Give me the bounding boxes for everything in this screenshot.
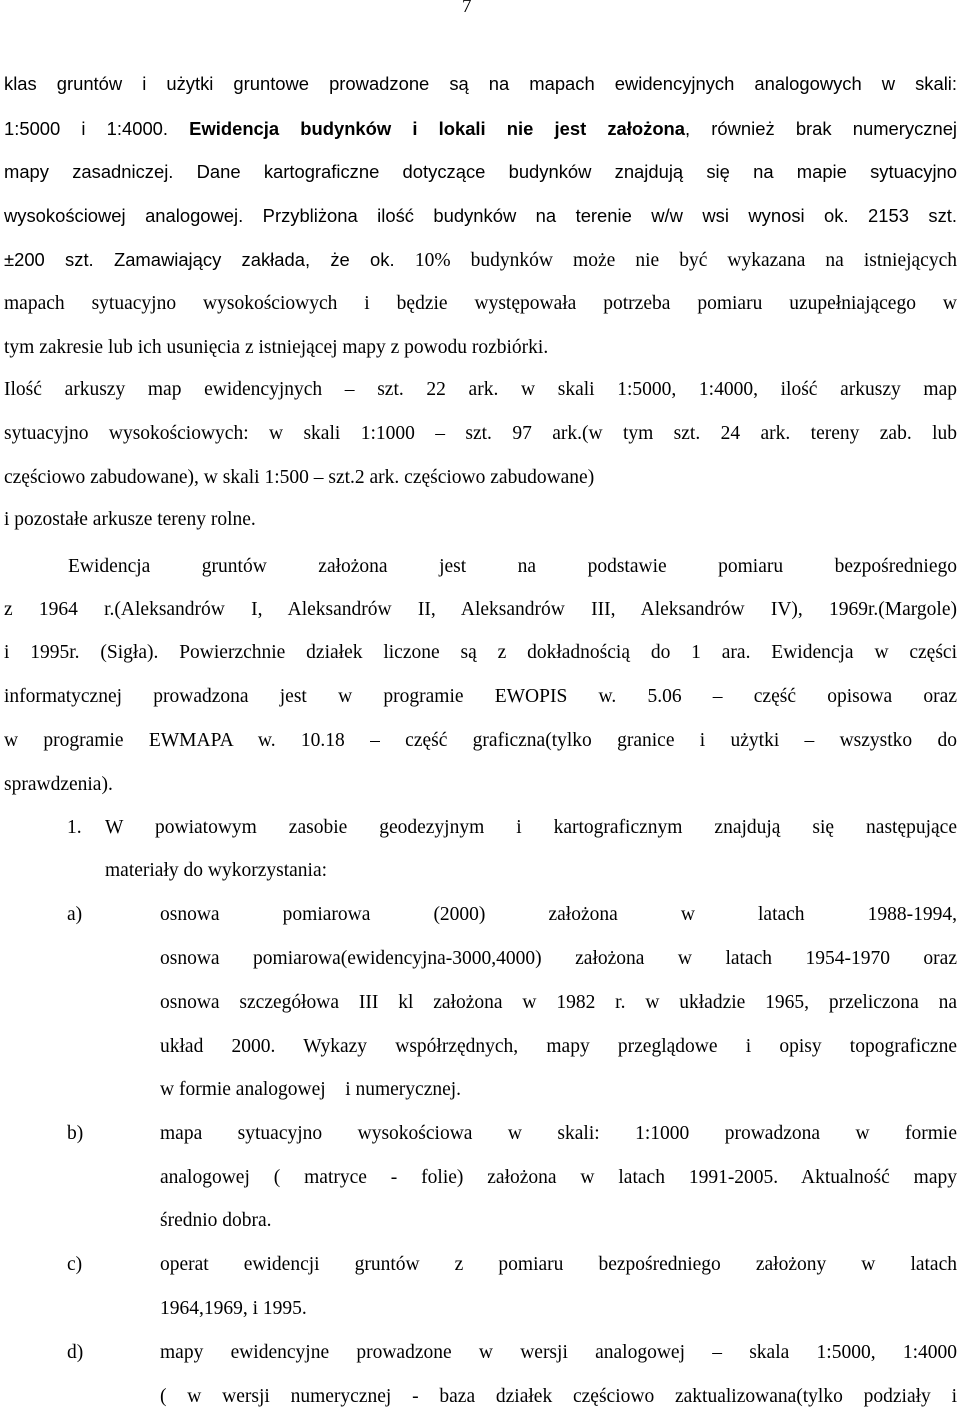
text-line xyxy=(4,378,957,402)
text-span: informatycznej prowadzona jest w programie EWOPIS w. 5.06 – część opisowa oraz xyxy=(4,686,957,707)
text-span: ±200 szt. Zamawiający zakłada, że ok. xyxy=(4,249,415,270)
text-span: , również brak numerycznej xyxy=(685,118,957,139)
text-span: częściowo zabudowane), w skali 1:500 – szt.2 ark. częściowo zabudowane) xyxy=(4,467,595,488)
text-line xyxy=(4,598,957,622)
text-line xyxy=(4,641,957,665)
list-marker: b) xyxy=(67,1123,84,1144)
list-item-line: średnio dobra. xyxy=(160,1210,272,1231)
text-line xyxy=(4,508,256,532)
list-item-line: 1964,1969, i 1995. xyxy=(160,1298,307,1319)
text-span: 10% budynków może nie być wykazana na istniejących xyxy=(414,250,957,271)
bold-text: Ewidencja budynków i lokali nie jest założona xyxy=(189,118,686,139)
page-number: 7 xyxy=(462,0,472,17)
text-span: mapach sytuacyjno wysokościowych i będzie występowała potrzeba pomiaru uzupełniającego w xyxy=(4,293,957,314)
list-item-line: mapa sytuacyjno wysokościowa w skali: 1:1000 prowadzona w formie xyxy=(160,1123,957,1144)
list-item-line: w formie analogowej i numerycznej. xyxy=(160,1079,462,1100)
list-item-line: analogowej ( matryce - folie) założona w latach 1991-2005. Aktualność mapy xyxy=(160,1167,957,1188)
list-marker: a) xyxy=(67,904,83,925)
text-line xyxy=(4,204,957,228)
text-line xyxy=(4,117,957,141)
text-line xyxy=(68,555,957,579)
list-number: 1. xyxy=(67,817,82,838)
text-line xyxy=(4,336,548,360)
list-item-line: ( w wersji numerycznej - baza działek częściowo zaktualizowana(tylko podziały i xyxy=(160,1386,957,1407)
text-line xyxy=(4,729,957,753)
text-span: tym zakresie lub ich usunięcia z istniejącej mapy z powodu rozbiórki. xyxy=(4,337,549,358)
text-line xyxy=(4,248,957,272)
list-item-line: układ 2000. Wykazy współrzędnych, mapy przeglądowe i opisy topograficzne xyxy=(160,1036,957,1057)
text-span: w programie EWMAPA w. 10.18 – część graficzna(tylko granice i użytki – wszystko do xyxy=(4,730,957,751)
text-span: wysokościowej analogowej. Przybliżona ilość budynków na terenie w/w wsi wynosi ok. 2153 szt. xyxy=(4,205,957,226)
text-span: Ewidencja gruntów założona jest na podstawie pomiaru bezpośredniego xyxy=(68,556,957,577)
list-item-line: osnowa szczegółowa III kl założona w 1982 r. w układzie 1965, przeliczona na xyxy=(160,992,957,1013)
text-line xyxy=(4,422,957,446)
text-line xyxy=(4,685,957,709)
text-line xyxy=(4,292,957,316)
text-span: i 1995r. (Sigła). Powierzchnie działek liczone są z dokładnością do 1 ara. Ewidencja w części xyxy=(4,642,957,663)
list-item-line: mapy ewidencyjne prowadzone w wersji analogowej – skala 1:5000, 1:4000 xyxy=(160,1342,957,1363)
text-span: mapy zasadniczej. Dane kartograficzne dotyczące budynków znajdują się na mapie sytuacyjno xyxy=(4,161,957,182)
list-item-line: W powiatowym zasobie geodezyjnym i kartograficznym znajdują się następujące xyxy=(105,817,957,838)
list-item-line: osnowa pomiarowa (2000) założona w latach 1988-1994, xyxy=(160,904,957,925)
list-marker: c) xyxy=(67,1254,83,1275)
list-item-line: osnowa pomiarowa(ewidencyjna-3000,4000) założona w latach 1954-1970 oraz xyxy=(160,948,957,969)
list-item-line: materiały do wykorzystania: xyxy=(105,860,328,881)
text-line xyxy=(4,72,957,96)
text-line xyxy=(4,773,113,797)
text-span: 1:5000 i 1:4000. xyxy=(4,118,190,139)
text-span: z 1964 r.(Aleksandrów I, Aleksandrów II, Aleksandrów III, Aleksandrów IV), 1969r.(Margole) xyxy=(4,599,957,620)
text-span: i pozostałe arkusze tereny rolne. xyxy=(4,509,256,530)
text-line xyxy=(4,466,594,490)
list-item-line: operat ewidencji gruntów z pomiaru bezpośredniego założony w latach xyxy=(160,1254,957,1275)
text-span: Ilość arkuszy map ewidencyjnych – szt. 22 ark. w skali 1:5000, 1:4000, ilość arkuszy map xyxy=(4,379,957,400)
text-line xyxy=(4,160,957,184)
text-span: sytuacyjno wysokościowych: w skali 1:1000 – szt. 97 ark.(w tym szt. 24 ark. tereny zab. lub xyxy=(4,423,957,444)
list-marker: d) xyxy=(67,1342,84,1363)
text-span: sprawdzenia). xyxy=(4,774,113,795)
text-span: klas gruntów i użytki gruntowe prowadzone są na mapach ewidencyjnych analogowych w skali: xyxy=(4,73,957,94)
